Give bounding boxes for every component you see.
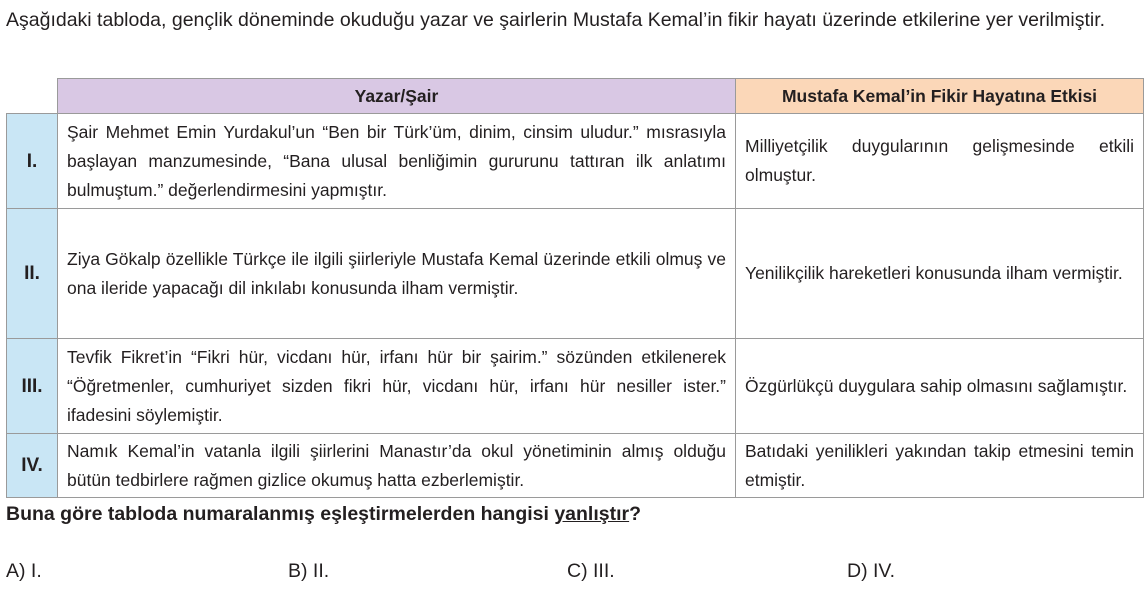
author-cell: Ziya Gökalp özellikle Türkçe ile ilgili şiirleriyle Mustafa Kemal üzerinde etkili olmuş ve ona ileride yapacağı dil inkılabı konusunda ilham vermiştir.: [58, 209, 736, 339]
question-text-after: ?: [629, 503, 642, 525]
table-corner-cell: [7, 79, 58, 114]
matching-table: [6, 78, 1144, 498]
table-row: [7, 209, 1144, 339]
table-row: [7, 114, 1144, 209]
header-author: Yazar/Şair: [58, 79, 736, 114]
option-b[interactable]: B) II.: [288, 560, 330, 582]
table-row: [7, 434, 1144, 498]
row-number: I.: [7, 114, 58, 209]
effect-cell: Yenilikçilik hareketleri konusunda ilham vermiştir.: [736, 209, 1144, 339]
question-underlined-word: yanlıştır: [554, 503, 630, 525]
answer-options: [0, 560, 1145, 590]
option-c[interactable]: C) III.: [567, 560, 615, 582]
author-cell: Tevfik Fikret’in “Fikri hür, vicdanı hür, irfanı hür bir şairim.” sözünden etkilenerek “Öğretmenler, cumhuriyet sizden fikri hür, vicdanı hür, irfanı hür nesiller ister.” ifadesini söylemiştir.: [58, 339, 736, 434]
row-number: III.: [7, 339, 58, 434]
option-d[interactable]: D) IV.: [847, 560, 896, 582]
effect-cell: Milliyetçilik duygularının gelişmesinde etkili olmuştur.: [736, 114, 1144, 209]
effect-cell: Batıdaki yenilikleri yakından takip etmesini temin etmiştir.: [736, 434, 1144, 498]
question-text: [6, 503, 641, 526]
row-number: IV.: [7, 434, 58, 498]
author-cell: Şair Mehmet Emin Yurdakul’un “Ben bir Türk’üm, dinim, cinsim uludur.” mısrasıyla başlayan manzumesinde, “Bana ulusal benliğimin gururunu tattıran ilk anlatımı bulmuştum.” değerlendirmesini yapmıştır.: [58, 114, 736, 209]
table-row: [7, 339, 1144, 434]
table-header-row: [7, 79, 1144, 114]
question-text-before: Buna göre tabloda numaralanmış eşleştirmelerden hangisi: [6, 503, 555, 525]
question-intro: Aşağıdaki tabloda, gençlik döneminde okuduğu yazar ve şairlerin Mustafa Kemal’in fikir hayatı üzerinde etkilerine yer verilmiştir.: [6, 9, 1106, 31]
effect-cell: Özgürlükçü duygulara sahip olmasını sağlamıştır.: [736, 339, 1144, 434]
row-number: II.: [7, 209, 58, 339]
option-a[interactable]: A) I.: [6, 560, 42, 582]
author-cell: Namık Kemal’in vatanla ilgili şiirlerini Manastır’da okul yönetiminin almış olduğu bütün tedbirlere rağmen gizlice okumuş hatta ezberlemiştir.: [58, 434, 736, 498]
header-effect: Mustafa Kemal’in Fikir Hayatına Etkisi: [736, 79, 1144, 114]
